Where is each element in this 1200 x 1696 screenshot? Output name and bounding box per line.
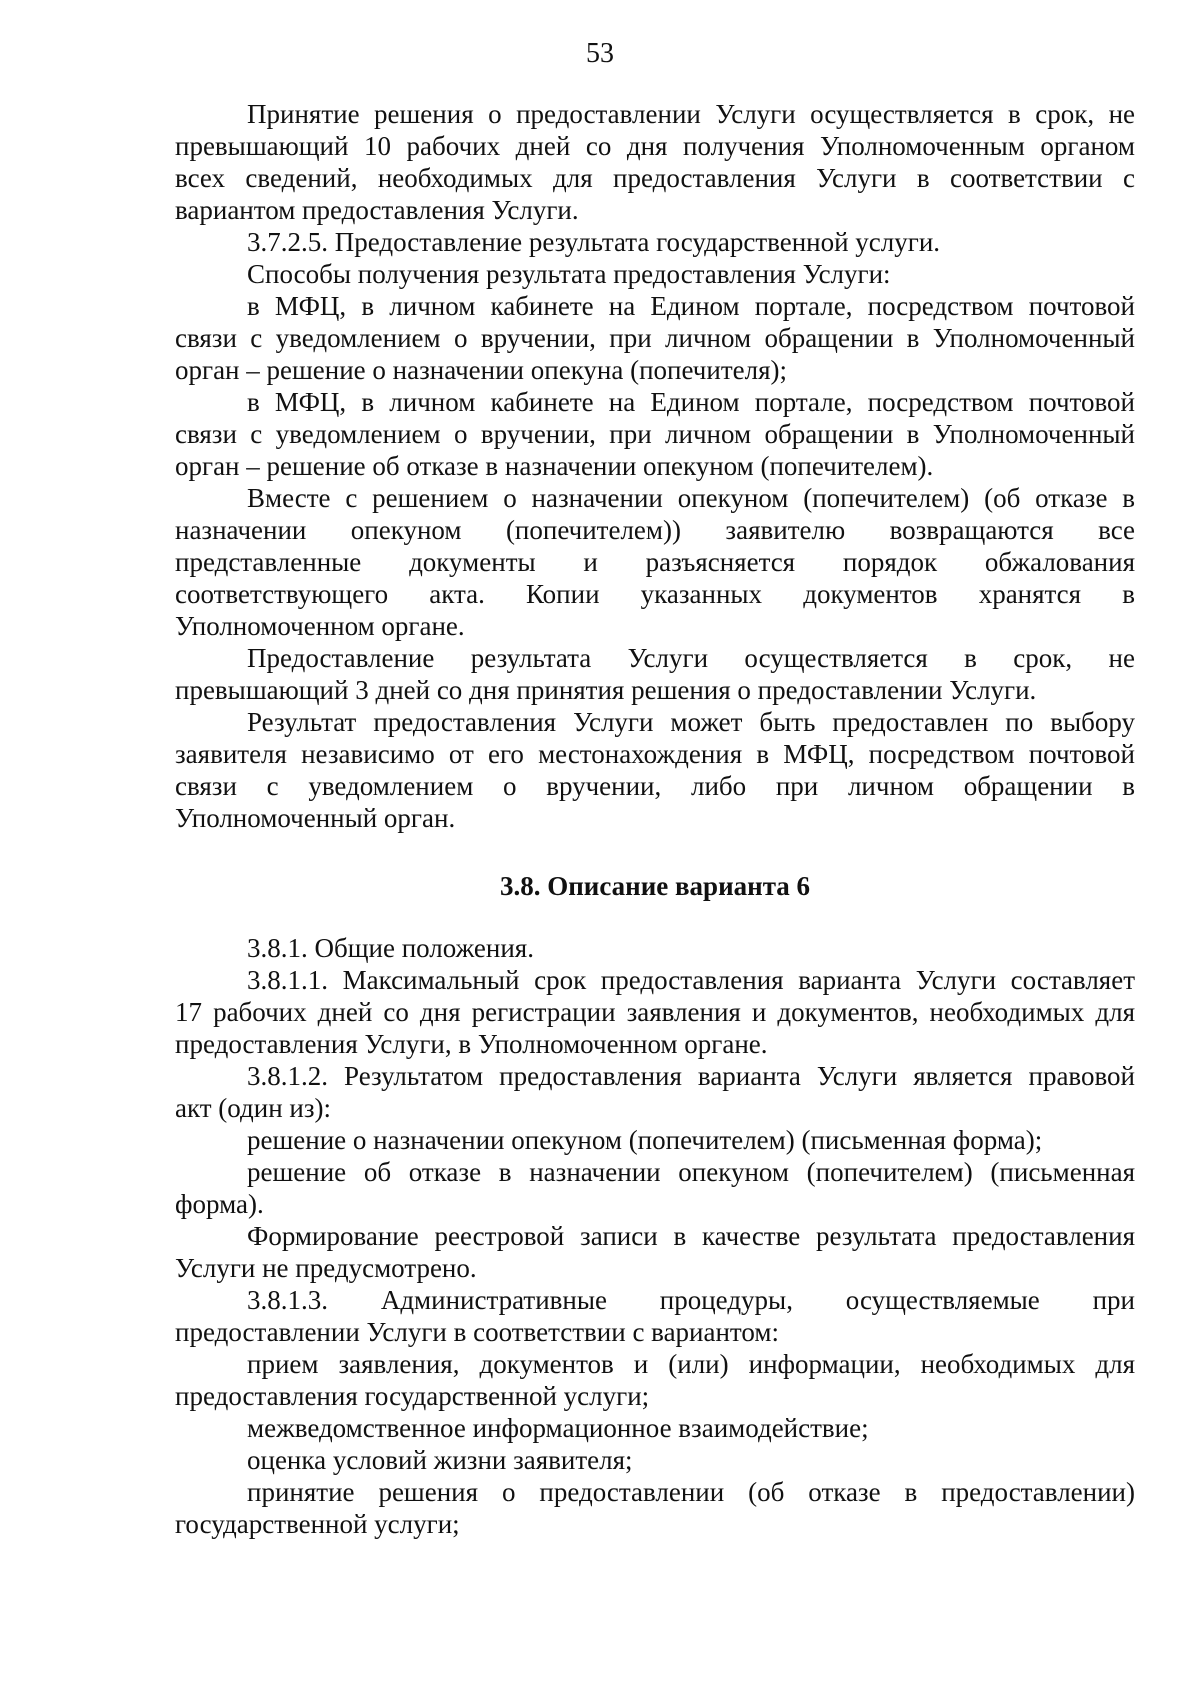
paragraph-line: заявителя независимо от его местонахождения в МФЦ, посредством почтовой: [175, 739, 1135, 769]
paragraph-line: назначении опекуном (попечителем)) заявителю возвращаются все: [175, 515, 1135, 545]
paragraph-line: в МФЦ, в личном кабинете на Едином портале, посредством почтовой: [247, 291, 1135, 321]
section-line: форма).: [175, 1189, 264, 1219]
section-line: решение об отказе в назначении опекуном (попечителем) (письменная: [247, 1157, 1135, 1187]
section-line: Услуги не предусмотрено.: [175, 1253, 477, 1283]
paragraph-line: связи с уведомлением о вручении, при личном обращении в Уполномоченный: [175, 419, 1135, 449]
section-line: акт (один из):: [175, 1093, 332, 1123]
section-line: решение о назначении опекуном (попечителем) (письменная форма);: [247, 1125, 1043, 1155]
paragraph-line: орган – решение об отказе в назначении опекуном (попечителем).: [175, 451, 934, 481]
section-line: государственной услуги;: [175, 1509, 460, 1539]
paragraph-line: Принятие решения о предоставлении Услуги осуществляется в срок, не: [247, 99, 1135, 129]
paragraph-line: в МФЦ, в личном кабинете на Едином портале, посредством почтовой: [247, 387, 1135, 417]
section-line: Формирование реестровой записи в качестве результата предоставления: [247, 1221, 1135, 1251]
paragraph-line: превышающий 3 дней со дня принятия решения о предоставлении Услуги.: [175, 675, 1037, 705]
paragraph-line: Уполномоченном органе.: [175, 611, 465, 641]
paragraph-line: Результат предоставления Услуги может быть предоставлен по выбору: [247, 707, 1135, 737]
body-text: [175, 98, 1135, 1540]
section-line: 3.8.1.1. Максимальный срок предоставления варианта Услуги составляет: [247, 965, 1135, 995]
paragraph-line: всех сведений, необходимых для предоставления Услуги в соответствии с: [175, 163, 1135, 193]
section-spacer: [175, 834, 1135, 870]
section-line: принятие решения о предоставлении (об отказе в предоставлении): [247, 1477, 1135, 1507]
paragraph-line: представленные документы и разъясняется порядок обжалования: [175, 547, 1135, 577]
paragraph-line: Способы получения результата предоставления Услуги:: [247, 259, 891, 289]
paragraph-line: Уполномоченный орган.: [175, 803, 456, 833]
paragraph-line: превышающий 10 рабочих дней со дня получения Уполномоченным органом: [175, 131, 1135, 161]
section-heading: 3.8. Описание варианта 6: [499, 871, 811, 901]
paragraph-line: связи с уведомлением о вручении, либо при личном обращении в: [175, 771, 1135, 801]
section-spacer: [175, 902, 1135, 932]
paragraph-line: 3.7.2.5. Предоставление результата государственной услуги.: [247, 227, 941, 257]
section-line: предоставлении Услуги в соответствии с вариантом:: [175, 1317, 779, 1347]
section-line: межведомственное информационное взаимодействие;: [247, 1413, 869, 1443]
section-line: 17 рабочих дней со дня регистрации заявления и документов, необходимых для: [175, 997, 1135, 1027]
paragraph-line: соответствующего акта. Копии указанных документов хранятся в: [175, 579, 1135, 609]
section-line: предоставления государственной услуги;: [175, 1381, 650, 1411]
page-number: 53: [586, 38, 614, 69]
paragraph-line: орган – решение о назначении опекуна (попечителя);: [175, 355, 788, 385]
section-line: 3.8.1.3. Административные процедуры, осуществляемые при: [247, 1285, 1135, 1315]
paragraph-line: вариантом предоставления Услуги.: [175, 195, 579, 225]
section-line: 3.8.1.2. Результатом предоставления варианта Услуги является правовой: [247, 1061, 1135, 1091]
section-line: 3.8.1. Общие положения.: [247, 933, 534, 963]
paragraph-line: Вместе с решением о назначении опекуном (попечителем) (об отказе в: [247, 483, 1135, 513]
paragraph-line: Предоставление результата Услуги осуществляется в срок, не: [247, 643, 1135, 673]
section-line: оценка условий жизни заявителя;: [247, 1445, 633, 1475]
section-line: прием заявления, документов и (или) информации, необходимых для: [247, 1349, 1135, 1379]
paragraph-line: связи с уведомлением о вручении, при личном обращении в Уполномоченный: [175, 323, 1135, 353]
section-line: предоставления Услуги, в Уполномоченном органе.: [175, 1029, 768, 1059]
